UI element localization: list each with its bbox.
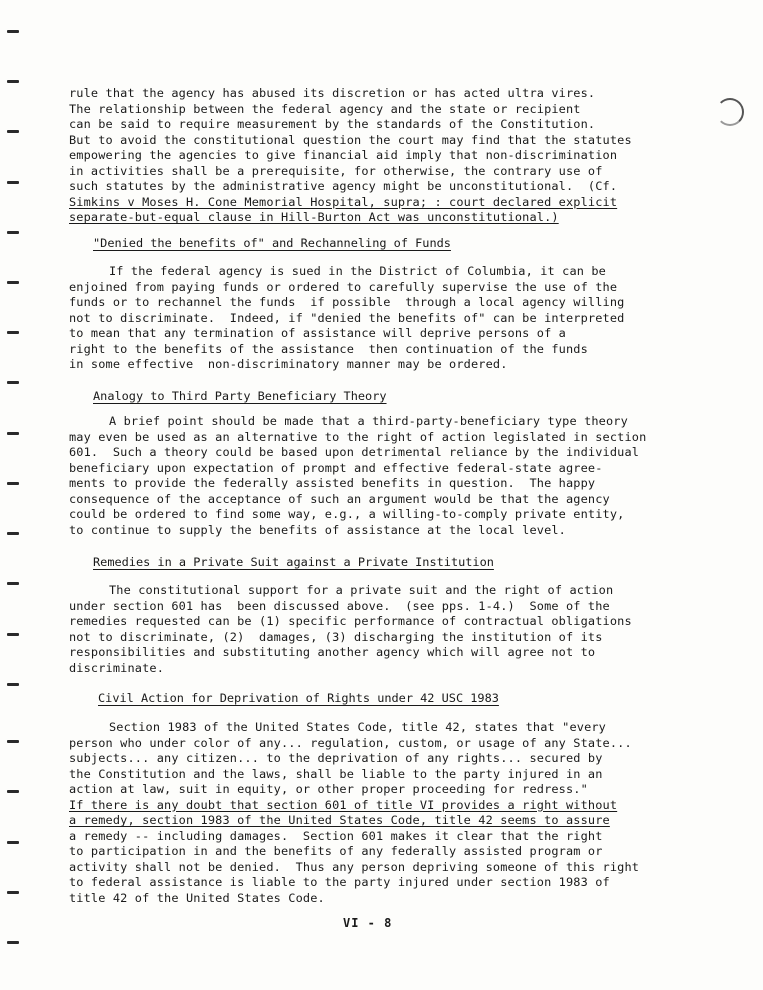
- text-line: discriminate.: [69, 660, 165, 675]
- binding-mark: [7, 482, 19, 485]
- text-line: empowering the agencies to give financial aid imply that non-discrimination: [69, 148, 618, 162]
- binding-mark: [7, 381, 19, 384]
- text-line: If the federal agency is sued in the District of Columbia, it can be: [109, 264, 606, 278]
- text-line: can be said to require measurement by the standards of the Constitution.: [69, 117, 596, 131]
- page-number: VI - 8: [343, 916, 393, 930]
- binding-mark: [7, 790, 19, 793]
- text-line: could be ordered to find some way, e.g., a willing-to-comply private entity,: [69, 507, 625, 521]
- binding-mark: [7, 740, 19, 743]
- text-line: such statutes by the administrative agency might be unconstitutional. (Cf.: [69, 179, 618, 193]
- text-line: to participation in and the benefits of any federally assisted program or: [69, 844, 603, 858]
- text-line: the Constitution and the laws, shall be liable to the party injured in an: [69, 766, 603, 781]
- text-line: may even be used as an alternative to the right of action legislated in section: [69, 429, 647, 444]
- text-line: Section 1983 of the United States Code, title 42, states that "every: [109, 720, 606, 734]
- binding-mark: [7, 532, 19, 535]
- text-line: a remedy -- including damages. Section 601 makes it clear that the right: [69, 828, 603, 843]
- section-heading: Civil Action for Deprivation of Rights under 42 USC 1983: [98, 691, 499, 705]
- binding-mark: [7, 80, 19, 83]
- text-line: consequence of the acceptance of such an argument would be that the agency: [69, 491, 610, 506]
- text-line: 601. Such a theory could be based upon detrimental reliance by the individual: [69, 445, 640, 459]
- binding-mark: [7, 130, 19, 133]
- binding-mark: [7, 331, 19, 334]
- binding-mark: [7, 432, 19, 435]
- paragraph-4: [69, 583, 679, 676]
- text-line: not to discriminate, (2) damages, (3) discharging the institution of its: [69, 629, 603, 644]
- text-line: to federal assistance is liable to the party injured under section 1983 of: [69, 875, 610, 889]
- paragraph-2: [69, 264, 679, 373]
- text-line: activity shall not be denied. Thus any person depriving someone of this right: [69, 859, 640, 874]
- binding-mark: [7, 941, 19, 944]
- text-line: The relationship between the federal agency and the state or recipient: [69, 101, 581, 116]
- binding-mark: [7, 582, 19, 585]
- text-line: subjects... any citizen... to the deprivation of any rights... secured by: [69, 751, 603, 765]
- text-line: remedies requested can be (1) specific performance of contractual obligations: [69, 614, 632, 628]
- punch-hole-mark: [716, 98, 744, 126]
- text-line: a remedy, section 1983 of the United States Code, title 42 seems to assure: [69, 813, 610, 827]
- text-line: If there is any doubt that section 601 of title VI provides a right without: [69, 797, 618, 812]
- text-line: to mean that any termination of assistance will deprive persons of a: [69, 326, 566, 340]
- text-line: But to avoid the constitutional question the court may find that the statutes: [69, 132, 632, 147]
- section-heading: Analogy to Third Party Beneficiary Theory: [93, 389, 387, 403]
- text-line: The constitutional support for a private suit and the right of action: [109, 583, 614, 597]
- text-line: not to discriminate. Indeed, if "denied the benefits of" can be interpreted: [69, 310, 625, 325]
- binding-mark: [7, 281, 19, 284]
- binding-mark: [7, 891, 19, 894]
- text-line: beneficiary upon expectation of prompt and effective federal-state agree-: [69, 460, 603, 475]
- text-line: funds or to rechannel the funds if possible through a local agency willing: [69, 295, 625, 309]
- text-line: rule that the agency has abused its discretion or has acted ultra vires.: [69, 86, 596, 100]
- paragraph-1: [69, 86, 679, 226]
- text-line: title 42 of the United States Code.: [69, 890, 325, 905]
- text-line: person who under color of any... regulation, custom, or usage of any State...: [69, 735, 632, 750]
- binding-mark: [7, 181, 19, 184]
- section-heading: Remedies in a Private Suit against a Private Institution: [93, 555, 494, 569]
- text-line: responsibilities and substituting another agency which will agree not to: [69, 645, 596, 659]
- paragraph-5: [69, 720, 679, 906]
- binding-mark: [7, 683, 19, 686]
- text-line: ments to provide the federally assisted benefits in question. The happy: [69, 476, 596, 490]
- binding-mark: [7, 30, 19, 33]
- text-line: enjoined from paying funds or ordered to carefully supervise the use of the: [69, 279, 618, 294]
- text-line: Simkins v Moses H. Cone Memorial Hospital, supra; : court declared explicit: [69, 194, 618, 209]
- text-line: to continue to supply the benefits of assistance at the local level.: [69, 522, 566, 537]
- section-heading: "Denied the benefits of" and Rechanneling of Funds: [93, 236, 451, 250]
- text-line: action at law, suit in equity, or other proper proceeding for redress.": [69, 782, 588, 796]
- text-line: under section 601 has been discussed above. (see pps. 1-4.) Some of the: [69, 598, 610, 613]
- binding-mark: [7, 231, 19, 234]
- text-line: in activities shall be a prerequisite, for otherwise, the contrary use of: [69, 163, 603, 178]
- text-line: right to the benefits of the assistance then continuation of the funds: [69, 341, 588, 356]
- text-line: A brief point should be made that a third-party-beneficiary type theory: [109, 414, 628, 428]
- text-line: separate-but-equal clause in Hill-Burton Act was unconstitutional.): [69, 210, 559, 224]
- binding-mark: [7, 841, 19, 844]
- binding-mark: [7, 633, 19, 636]
- text-line: in some effective non-discriminatory manner may be ordered.: [69, 357, 508, 371]
- paragraph-3: [69, 414, 679, 538]
